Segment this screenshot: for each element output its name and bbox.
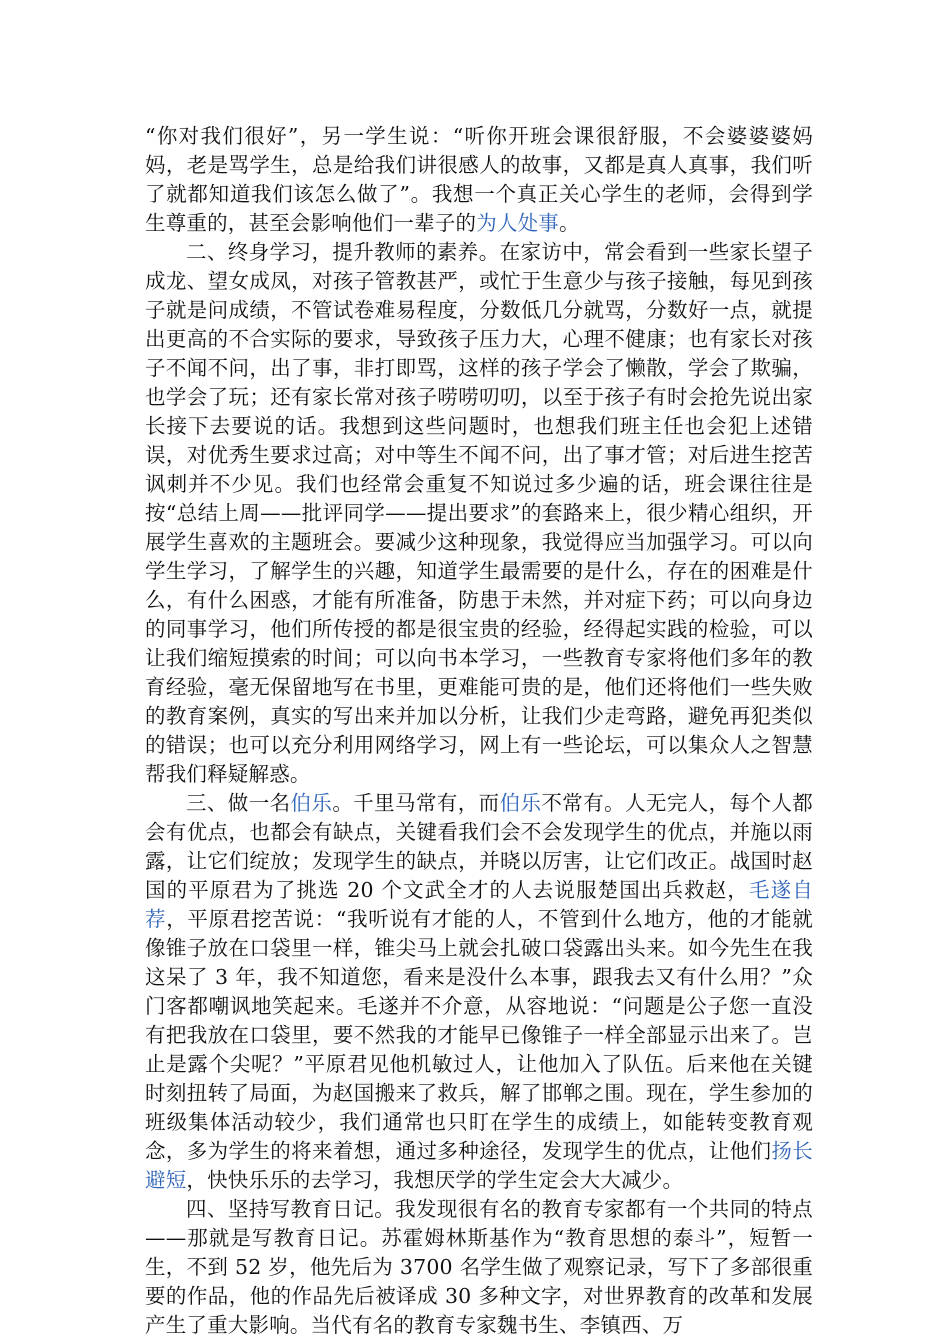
paragraph-text: 三、做一名 [186,791,291,815]
paragraph [145,1195,813,1340]
paragraph [145,122,813,238]
hyperlink[interactable]: 为人处事 [476,211,560,235]
paragraph [145,238,813,789]
hyperlink[interactable]: 毛遂自荐 [145,878,813,931]
paragraph-text: 。 [559,211,580,235]
hyperlink[interactable]: 扬长避短 [145,1139,814,1192]
paragraph [145,789,813,1195]
paragraph-text: “你对我们很好”，另一学生说：“听你开班会课很舒服，不会婆婆婆妈妈，老是骂学生，总是给我们讲很感人的故事，又都是真人真事，我们听了就都知道我们该怎么做了”。我想一个真正关心学生的老师，会得到学生尊重的，甚至会影响他们一辈子的 [145,124,813,235]
paragraph-text: ，平原君挖苦说：“我听说有才能的人，不管到什么地方，他的才能就像锥子放在口袋里一样，锥尖马上就会扎破口袋露出头来。如今先生在我这呆了 3 年，我不知道您，看来是没什么本事，跟我去又有什么用？”众门客都嘲讽地笑起来。毛遂并不介意，从容地说：“问题是公子您一直没有把我放在口袋里，要不然我的才能早已像锥子一样全部显示出来了。岂止是露个尖呢？”平原君见他机敏过人，让他加入了队伍。后来他在关键时刻扭转了局面，为赵国搬来了救兵，解了邯郸之围。现在，学生参加的班级集体活动较少，我们通常也只盯在学生的成绩上，如能转变教育观念，多为学生的将来着想，通过多种途径，发现学生的优点，让他们 [145,907,814,1163]
hyperlink[interactable]: 伯乐 [499,791,542,815]
paragraph-text: ，快快乐乐的去学习，我想厌学的学生定会大大减少。 [186,1168,684,1192]
paragraph-text: 不常有。人无完人，每个人都会有优点，也都会有缺点，关键看我们会不会发现学生的优点，并施以雨露，让它们绽放；发现学生的缺点，并晓以厉害，让它们改正。战国时赵国的平原君为了挑选 20 个文武全才的人去说服楚国出兵救赵， [145,791,813,902]
hyperlink[interactable]: 伯乐 [290,791,333,815]
paragraph-text: 二、终身学习，提升教师的素养。在家访中，常会看到一些家长望子成龙、望女成凤，对孩子管教甚严，或忙于生意少与孩子接触，每见到孩子就是问成绩，不管试卷难易程度，分数低几分就骂，分数好一点，就提出更高的不合实际的要求，导致孩子压力大，心理不健康；也有家长对孩子不闻不问，出了事，非打即骂，这样的孩子学会了懒散，学会了欺骗，也学会了玩；还有家长常对孩子唠唠叨叨，以至于孩子有时会抢先说出家长接下去要说的话。我想到这些问题时，也想我们班主任也会犯上述错误，对优秀生要求过高；对中等生不闻不问，出了事才管；对后进生挖苦讽刺并不少见。我们也经常会重复不知说过多少遍的话，班会课往往是按“总结上周——批评同学——提出要求”的套路来上，很少精心组织，开展学生喜欢的主题班会。要减少这种现象，我觉得应当加强学习。可以向学生学习，了解学生的兴趣，知道学生最需要的是什么，存在的困难是什么，有什么困惑，才能有所准备，防患于未然，并对症下药；可以向身边的同事学习，他们所传授的都是很宝贵的经验，经得起实践的检验，可以让我们缩短摸索的时间；可以向书本学习，一些教育专家将他们多年的教育经验，毫无保留地写在书里，更难能可贵的是，他们还将他们一些失败的教育案例，真实的写出来并加以分析，让我们少走弯路，避免再犯类似的错误；也可以充分利用网络学习，网上有一些论坛，可以集众人之智慧帮我们释疑解惑。 [145,240,813,786]
paragraph-text: 。千里马常有，而 [332,791,500,815]
paragraph-text: 四、坚持写教育日记。我发现很有名的教育专家都有一个共同的特点——那就是写教育日记。苏霍姆林斯基作为“教育思想的泰斗”，短暂一生，不到 52 岁，他先后为 3700 名学生做了观察记录，写下了多部很重要的作品，他的作品先后被译成 30 多种文字，对世界教育的改革和发展产生了重大影响。当代有名的教育专家魏书生、李镇西、万 [145,1197,813,1337]
document-body [145,122,813,1340]
